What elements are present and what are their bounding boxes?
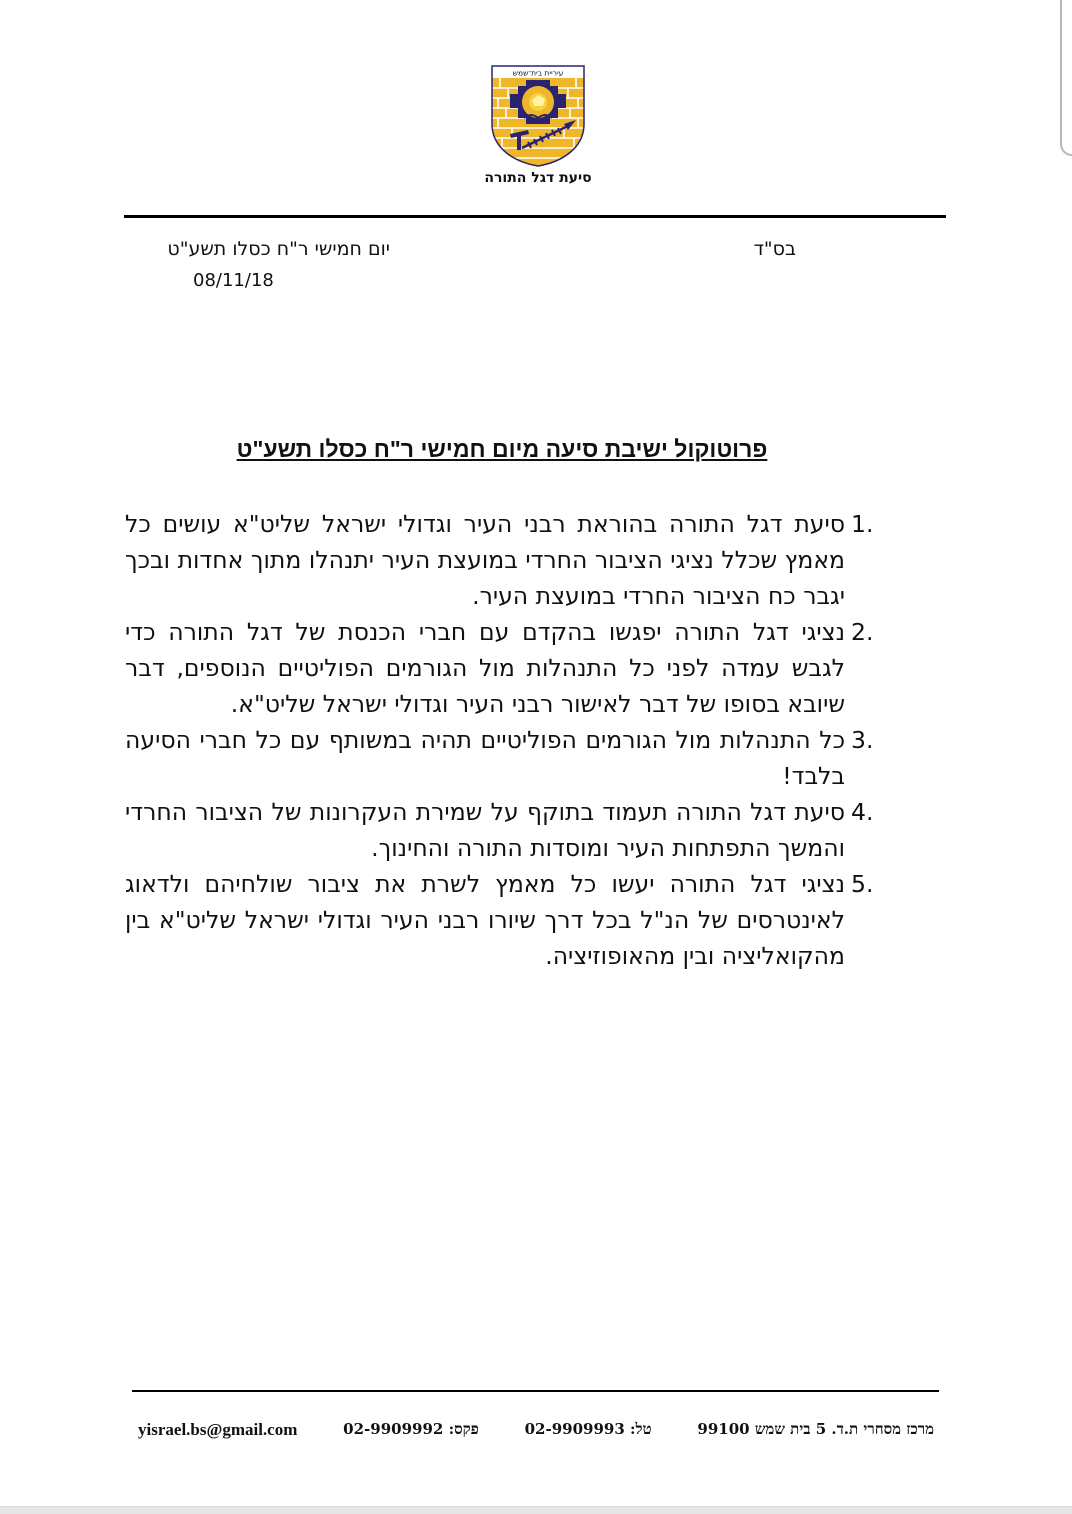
list-item — [125, 614, 881, 722]
page-edge-scroll-indicator — [1060, 0, 1072, 156]
item-number: 2. — [851, 618, 874, 646]
item-text: נציגי דגל התורה יפגשו בהקדם עם חברי הכנסת של דגל התורה כדי לגבש עמדה לפני כל התנהלות מול הגורמים הפוליטיים הנוספים, דבר שיובא בסופו של דבר לאישור רבני העיר וגדולי ישראל שליט"א. — [125, 618, 845, 718]
header-divider — [124, 215, 946, 218]
item-text: סיעת דגל התורה בהוראת רבני העיר וגדולי ישראל שליט"א עושים כל מאמץ שכלל נציגי הציבור החרדי במועצת העיר יתנהלו מתוך אחדות ובכך יגבר כח הציבור החרדי במועצת העיר. — [125, 510, 845, 610]
document-title: פרוטוקול ישיבת סיעה מיום חמישי ר"ח כסלו תשע"ט — [236, 436, 768, 462]
municipal-shield-icon — [488, 62, 588, 168]
list-item — [125, 506, 881, 614]
item-text: סיעת דגל התורה תעמוד בתוקף על שמירת העקרונות של הציבור החרדי והמשך התפתחות העיר ומוסדות התורה והחינוך. — [125, 798, 845, 862]
list-item — [125, 722, 881, 794]
gregorian-date: 08/11/18 — [193, 270, 274, 291]
list-item — [125, 794, 881, 866]
item-text: נציגי דגל התורה יעשו כל מאמץ לשרת את ציבור שולחיהם ולדאוג לאינטרסים של הנ"ל בכל דרך שיורו רבני העיר וגדולי ישראל שליט"א בין מהקואליציה ובין מהאופוזיציה. — [125, 870, 845, 970]
item-number: 3. — [851, 726, 874, 754]
item-number: 5. — [851, 870, 874, 898]
footer-phone: טל: 02-9909993 — [524, 1420, 652, 1438]
list-item — [125, 866, 881, 974]
footer-address: מרכז מסחרי ת.ד. 5 בית שמש 99100 — [697, 1420, 934, 1438]
footer-email: yisrael.bs@gmail.com — [138, 1420, 298, 1439]
logo-caption: סיעת דגל התורה — [484, 170, 592, 186]
footer-contact — [138, 1420, 934, 1440]
item-number: 4. — [851, 798, 874, 826]
logo — [470, 62, 606, 186]
item-number: 1. — [851, 510, 874, 538]
footer-divider — [132, 1390, 939, 1392]
item-text: כל התנהלות מול הגורמים הפוליטיים תהיה במשותף עם כל חברי הסיעה בלבד! — [125, 726, 845, 790]
shield-text: עיריית בית־שמש — [512, 68, 564, 78]
resolutions-list — [125, 506, 881, 974]
footer-fax: פקס: 02-9909992 — [343, 1420, 479, 1438]
bsd-mark: בס"ד — [753, 238, 796, 260]
hebrew-date: יום חמישי ר"ח כסלו תשע"ט — [167, 238, 390, 260]
